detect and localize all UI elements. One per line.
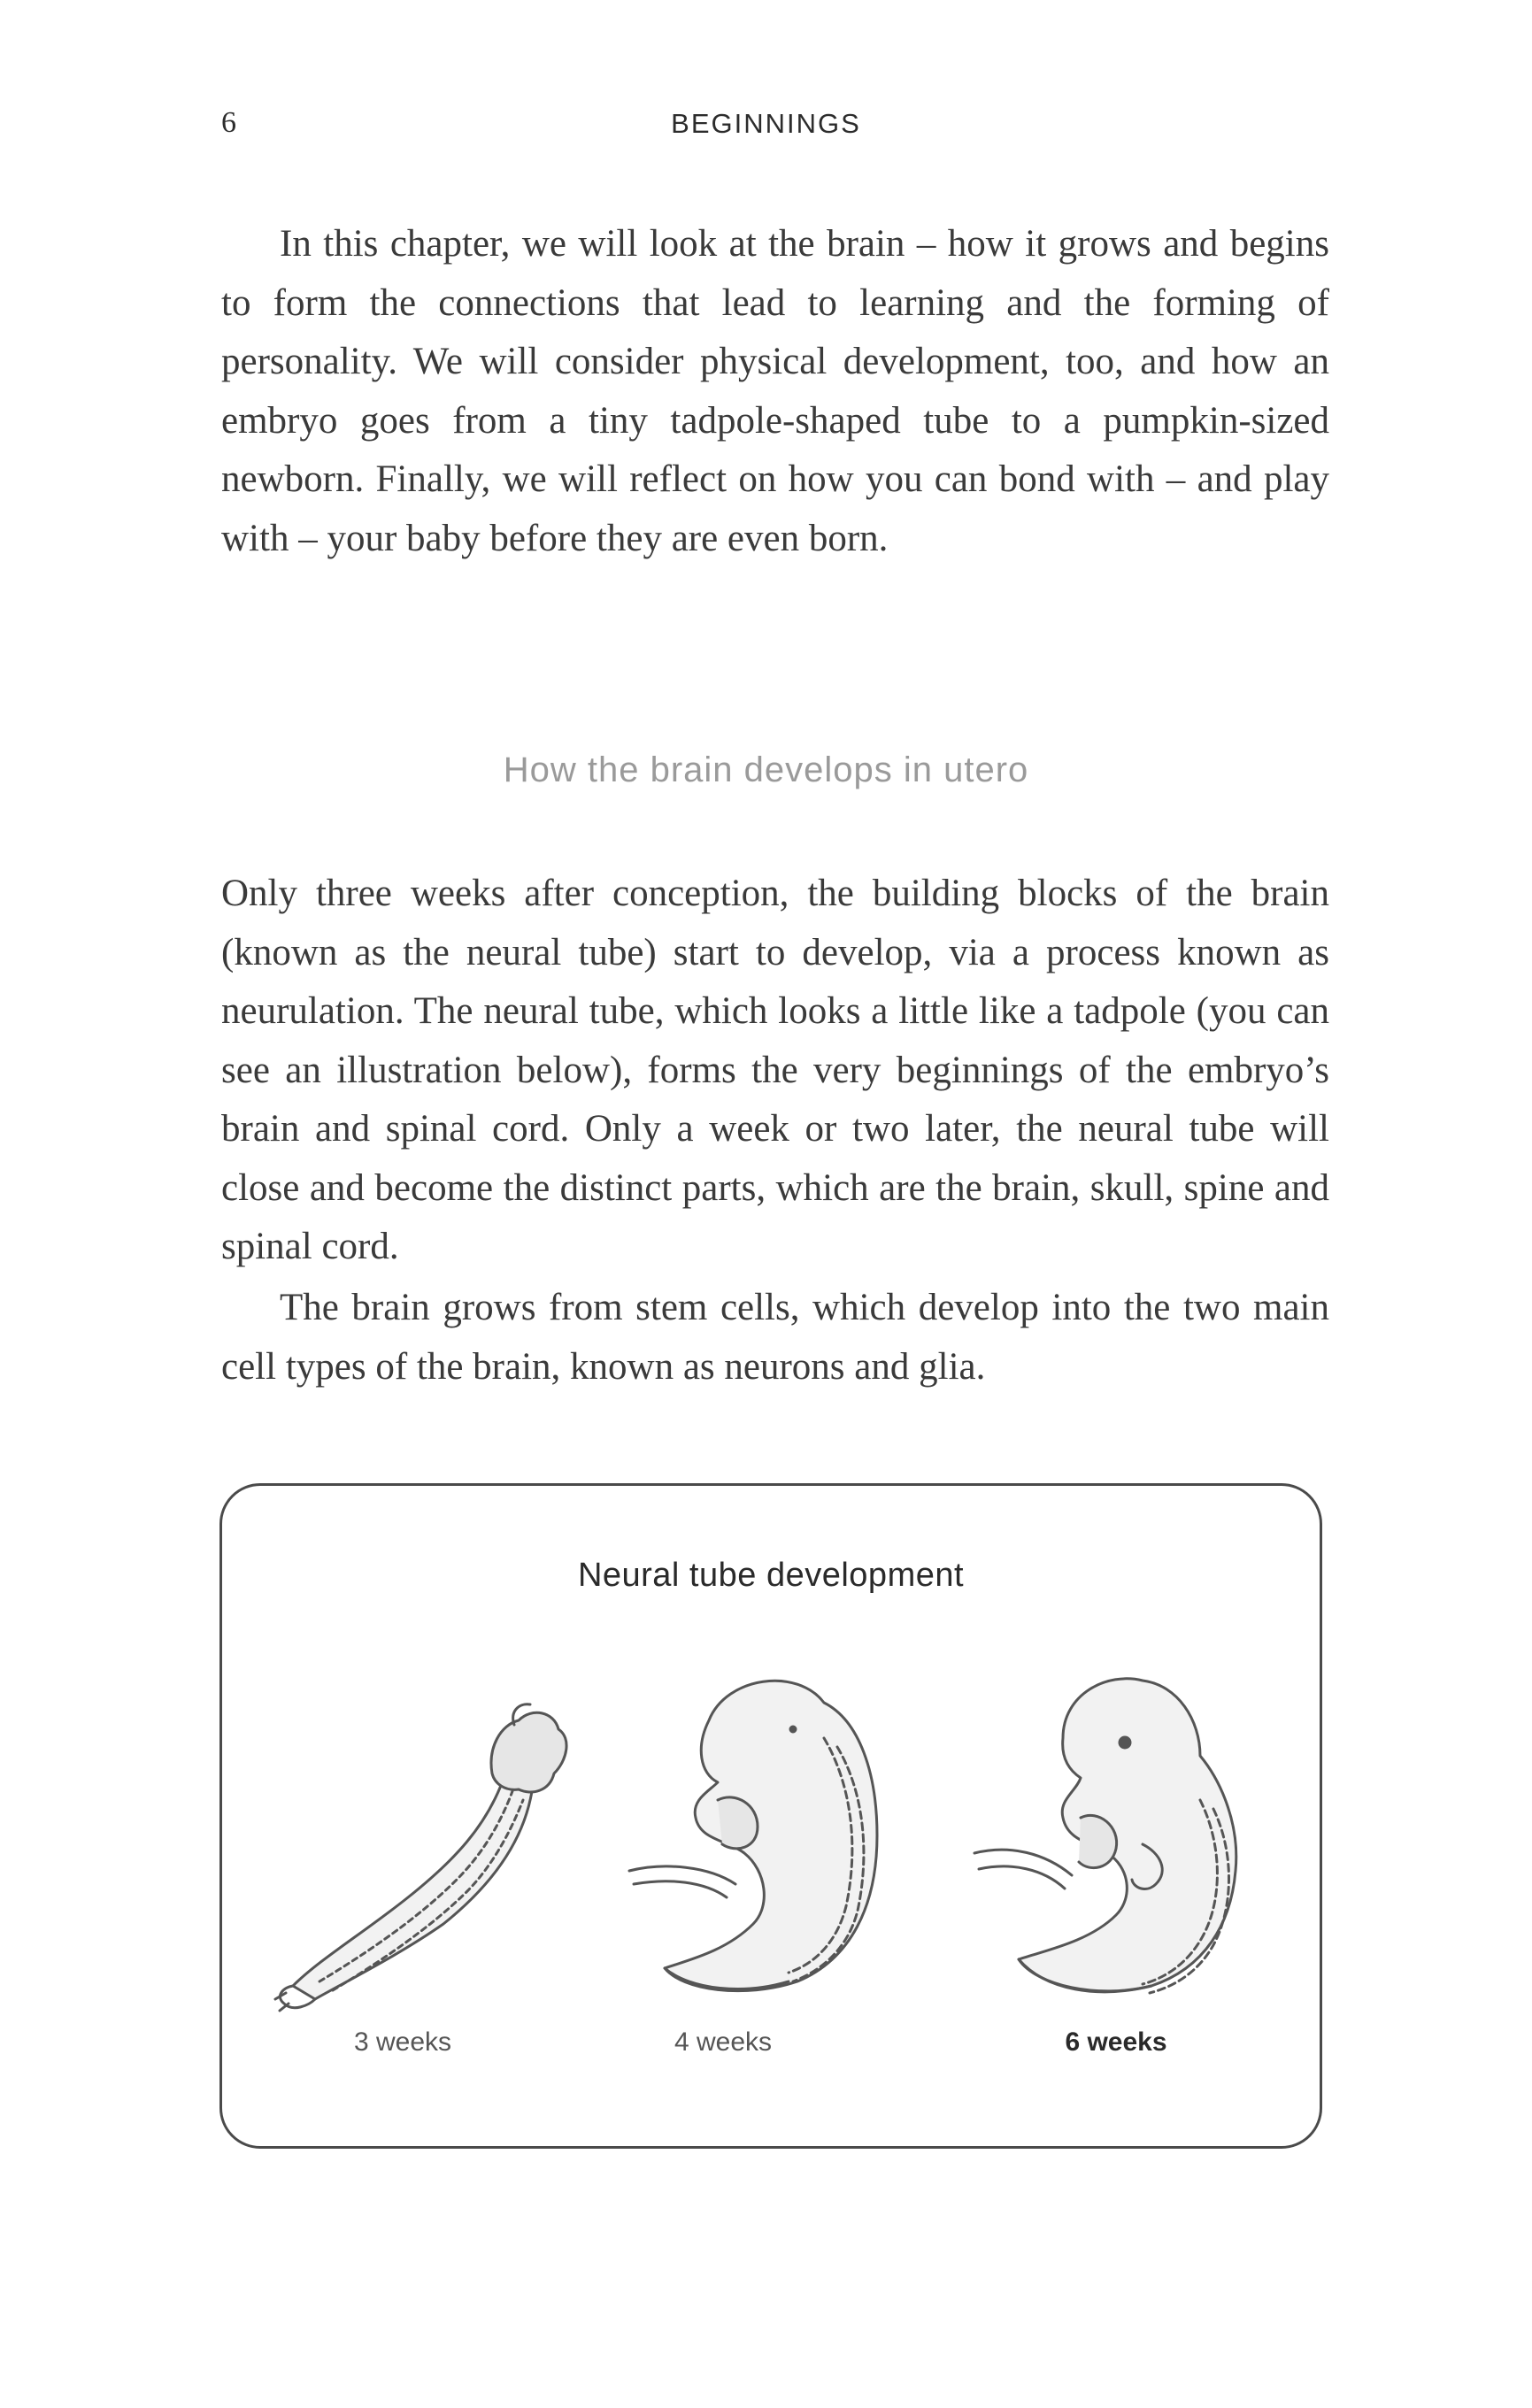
page-number: 6 bbox=[221, 106, 236, 139]
embryo-6-weeks-illustration bbox=[957, 1641, 1275, 2021]
section-heading: How the brain develops in utero bbox=[503, 750, 1029, 789]
body-paragraph-2 bbox=[221, 1279, 1329, 1396]
figure-box bbox=[219, 1483, 1322, 2149]
stage-label-6-weeks: 6 weeks bbox=[1065, 2027, 1167, 2057]
embryo-4-weeks-illustration bbox=[612, 1641, 930, 2021]
figure-title: Neural tube development bbox=[577, 1557, 965, 1594]
stage-label-4-weeks: 4 weeks bbox=[674, 2027, 773, 2057]
embryo-3-weeks-illustration bbox=[266, 1641, 585, 2021]
intro-paragraph-text: In this chapter, we will look at the brain – how it grows and begins to form the connections that lead to learning and the forming of personality. We will consider physical development, too, and how an embryo goes from a tiny tadpole-shaped tube to a pumpkin-sized newborn. Finally, we will reflect on how you can bond with – and play with – your baby before they are even born. bbox=[221, 223, 1329, 559]
running-head: BEGINNINGS bbox=[671, 108, 861, 139]
intro-paragraph bbox=[221, 215, 1329, 568]
stage-label-3-weeks: 3 weeks bbox=[353, 2027, 452, 2057]
body-paragraph-2-text: The brain grows from stem cells, which develop into the two main cell types of the brain, known as neurons and glia. bbox=[221, 1287, 1329, 1388]
body-paragraph-1: Only three weeks after conception, the building blocks of the brain (known as the neural tube) start to develop, via a process known as neurulation. The neural tube, which looks a little like a tadpole (you can see an illustration below), forms the very beginnings of the embryo’s brain and spinal cord. Only a week or two later, the neural tube will close and become the distinct parts, which are the brain, skull, spine and spinal cord. bbox=[221, 873, 1329, 1267]
